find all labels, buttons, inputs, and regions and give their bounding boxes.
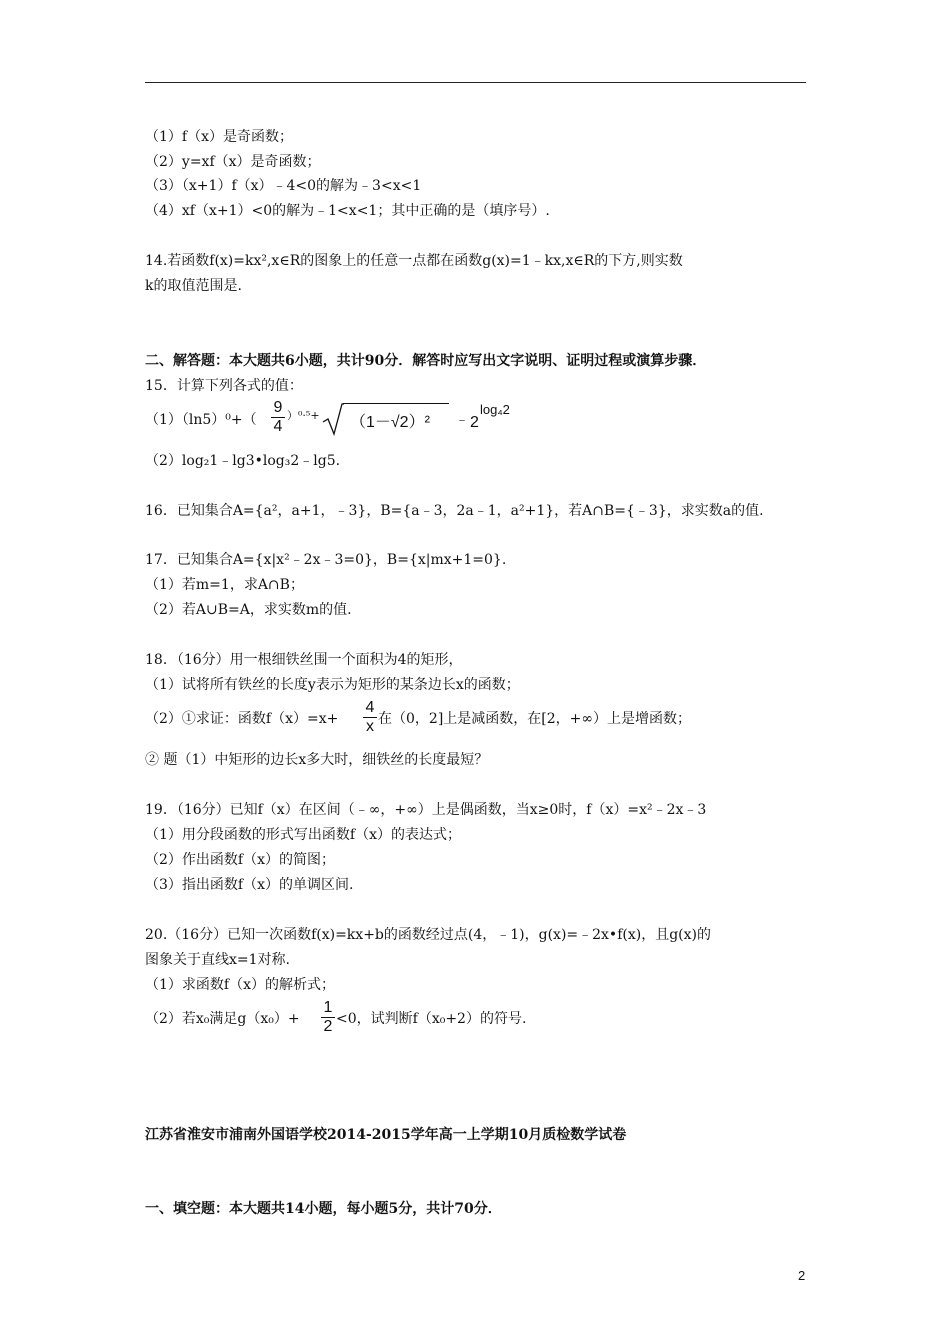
fraction-denominator: 2 — [323, 1018, 333, 1035]
fraction-four-over-x — [363, 700, 377, 735]
q19-part-1: （1）用分段函数的形式写出函数f（x）的表达式； — [145, 827, 461, 843]
q20-line-1: 20.（16分）已知一次函数f(x)=kx+b的函数经过点(4，﹣1)，g(x)=﹣2x•f(x)，且g(x)的 — [145, 927, 711, 943]
q14-line-2: k的取值范围是. — [145, 278, 242, 294]
q15-part-1-exponent: ）⁰·⁵+ — [287, 409, 320, 422]
q19-part-3: （3）指出函数f（x）的单调区间. — [145, 877, 354, 893]
q20-part-1: （1）求函数f（x）的解析式； — [145, 977, 335, 993]
header-rule — [145, 82, 806, 83]
q13-item-2: （2）y=xf（x）是奇函数； — [145, 154, 321, 170]
q13-item-4: （4）xf（x+1）<0的解为﹣1<x<1；其中正确的是（填序号）. — [145, 203, 550, 219]
section-1-heading: 一、填空题：本大题共14小题，每小题5分，共计70分． — [145, 1201, 502, 1217]
fraction-denominator: x — [366, 718, 374, 735]
page-number: 2 — [798, 1268, 806, 1283]
power-exponent: log₄2 — [480, 402, 510, 417]
q13-item-3: （3）（x+1）f（x）﹣4<0的解为﹣3<x<1 — [145, 178, 422, 194]
q18-part-1: （1）试将所有铁丝的长度y表示为矩形的某条边长x的函数； — [145, 677, 520, 693]
section-2-heading: 二、解答题：本大题共6小题，共计90分．解答时应写出文字说明、证明过程或演算步骤． — [145, 353, 707, 369]
fraction-numerator: 9 — [273, 399, 283, 416]
sqrt-vinculum — [343, 403, 449, 404]
q16: 16．已知集合A={a²，a+1，﹣3}，B={a﹣3，2a﹣1，a²+1}，若A∩B={﹣3}，求实数a的值. — [145, 503, 764, 519]
q20-part-2-prefix: （2）若x₀满足g（x₀）+ — [145, 1011, 300, 1027]
q17-part-2: （2）若A∪B=A，求实数m的值. — [145, 602, 352, 618]
q20-line-2: 图象关于直线x=1对称. — [145, 952, 290, 968]
q18-part-2-suffix: 在（0，2]上是减函数，在[2，+∞）上是增函数； — [378, 711, 692, 727]
fraction-numerator: 1 — [323, 999, 333, 1016]
q17-part-1: （1）若m=1，求A∩B； — [145, 577, 304, 593]
fraction-one-half — [321, 1000, 335, 1035]
q19-part-2: （2）作出函数f（x）的简图； — [145, 852, 335, 868]
q18-stem: 18．（16分）用一根细铁丝围一个面积为4的矩形， — [145, 652, 463, 668]
q18-part-3: ② 题（1）中矩形的边长x多大时，细铁丝的长度最短？ — [145, 752, 489, 768]
q15-part-1-minus: ﹣ — [455, 412, 469, 428]
fraction-denominator: 4 — [273, 418, 283, 435]
q15-part-1-prefix: （1）（ln5）⁰+（ — [145, 412, 257, 428]
q15-part-2: （2）log₂1﹣lg3•log₃2﹣lg5. — [145, 453, 341, 469]
q20-part-2-suffix: <0，试判断f（x₀+2）的符号. — [336, 1011, 527, 1027]
power-base: 2 — [470, 414, 479, 431]
q14-line-1: 14.若函数f(x)=kx²,x∈R的图象上的任意一点都在函数g(x)=1﹣kx,x∈R的下方,则实数 — [145, 253, 683, 269]
q17-stem: 17．已知集合A={x|x²﹣2x﹣3=0}，B={x|mx+1=0}. — [145, 552, 507, 568]
sqrt-radicand: （1－√2）² — [350, 414, 430, 431]
q15-stem: 15．计算下列各式的值： — [145, 378, 303, 394]
exam-title: 江苏省淮安市浦南外国语学校2014-2015学年高一上学期10月质检数学试卷 — [145, 1127, 627, 1143]
q19-stem: 19．（16分）已知f（x）在区间（﹣∞，+∞）上是偶函数，当x≥0时，f（x）=x²﹣2x﹣3 — [145, 802, 707, 818]
sqrt-icon — [322, 402, 344, 436]
fraction-numerator: 4 — [365, 699, 375, 716]
q13-item-1: （1）f（x）是奇函数； — [145, 129, 293, 145]
q18-part-2-prefix: （2）①求证：函数f（x）=x+ — [145, 711, 339, 727]
fraction-nine-fourths — [271, 400, 285, 435]
